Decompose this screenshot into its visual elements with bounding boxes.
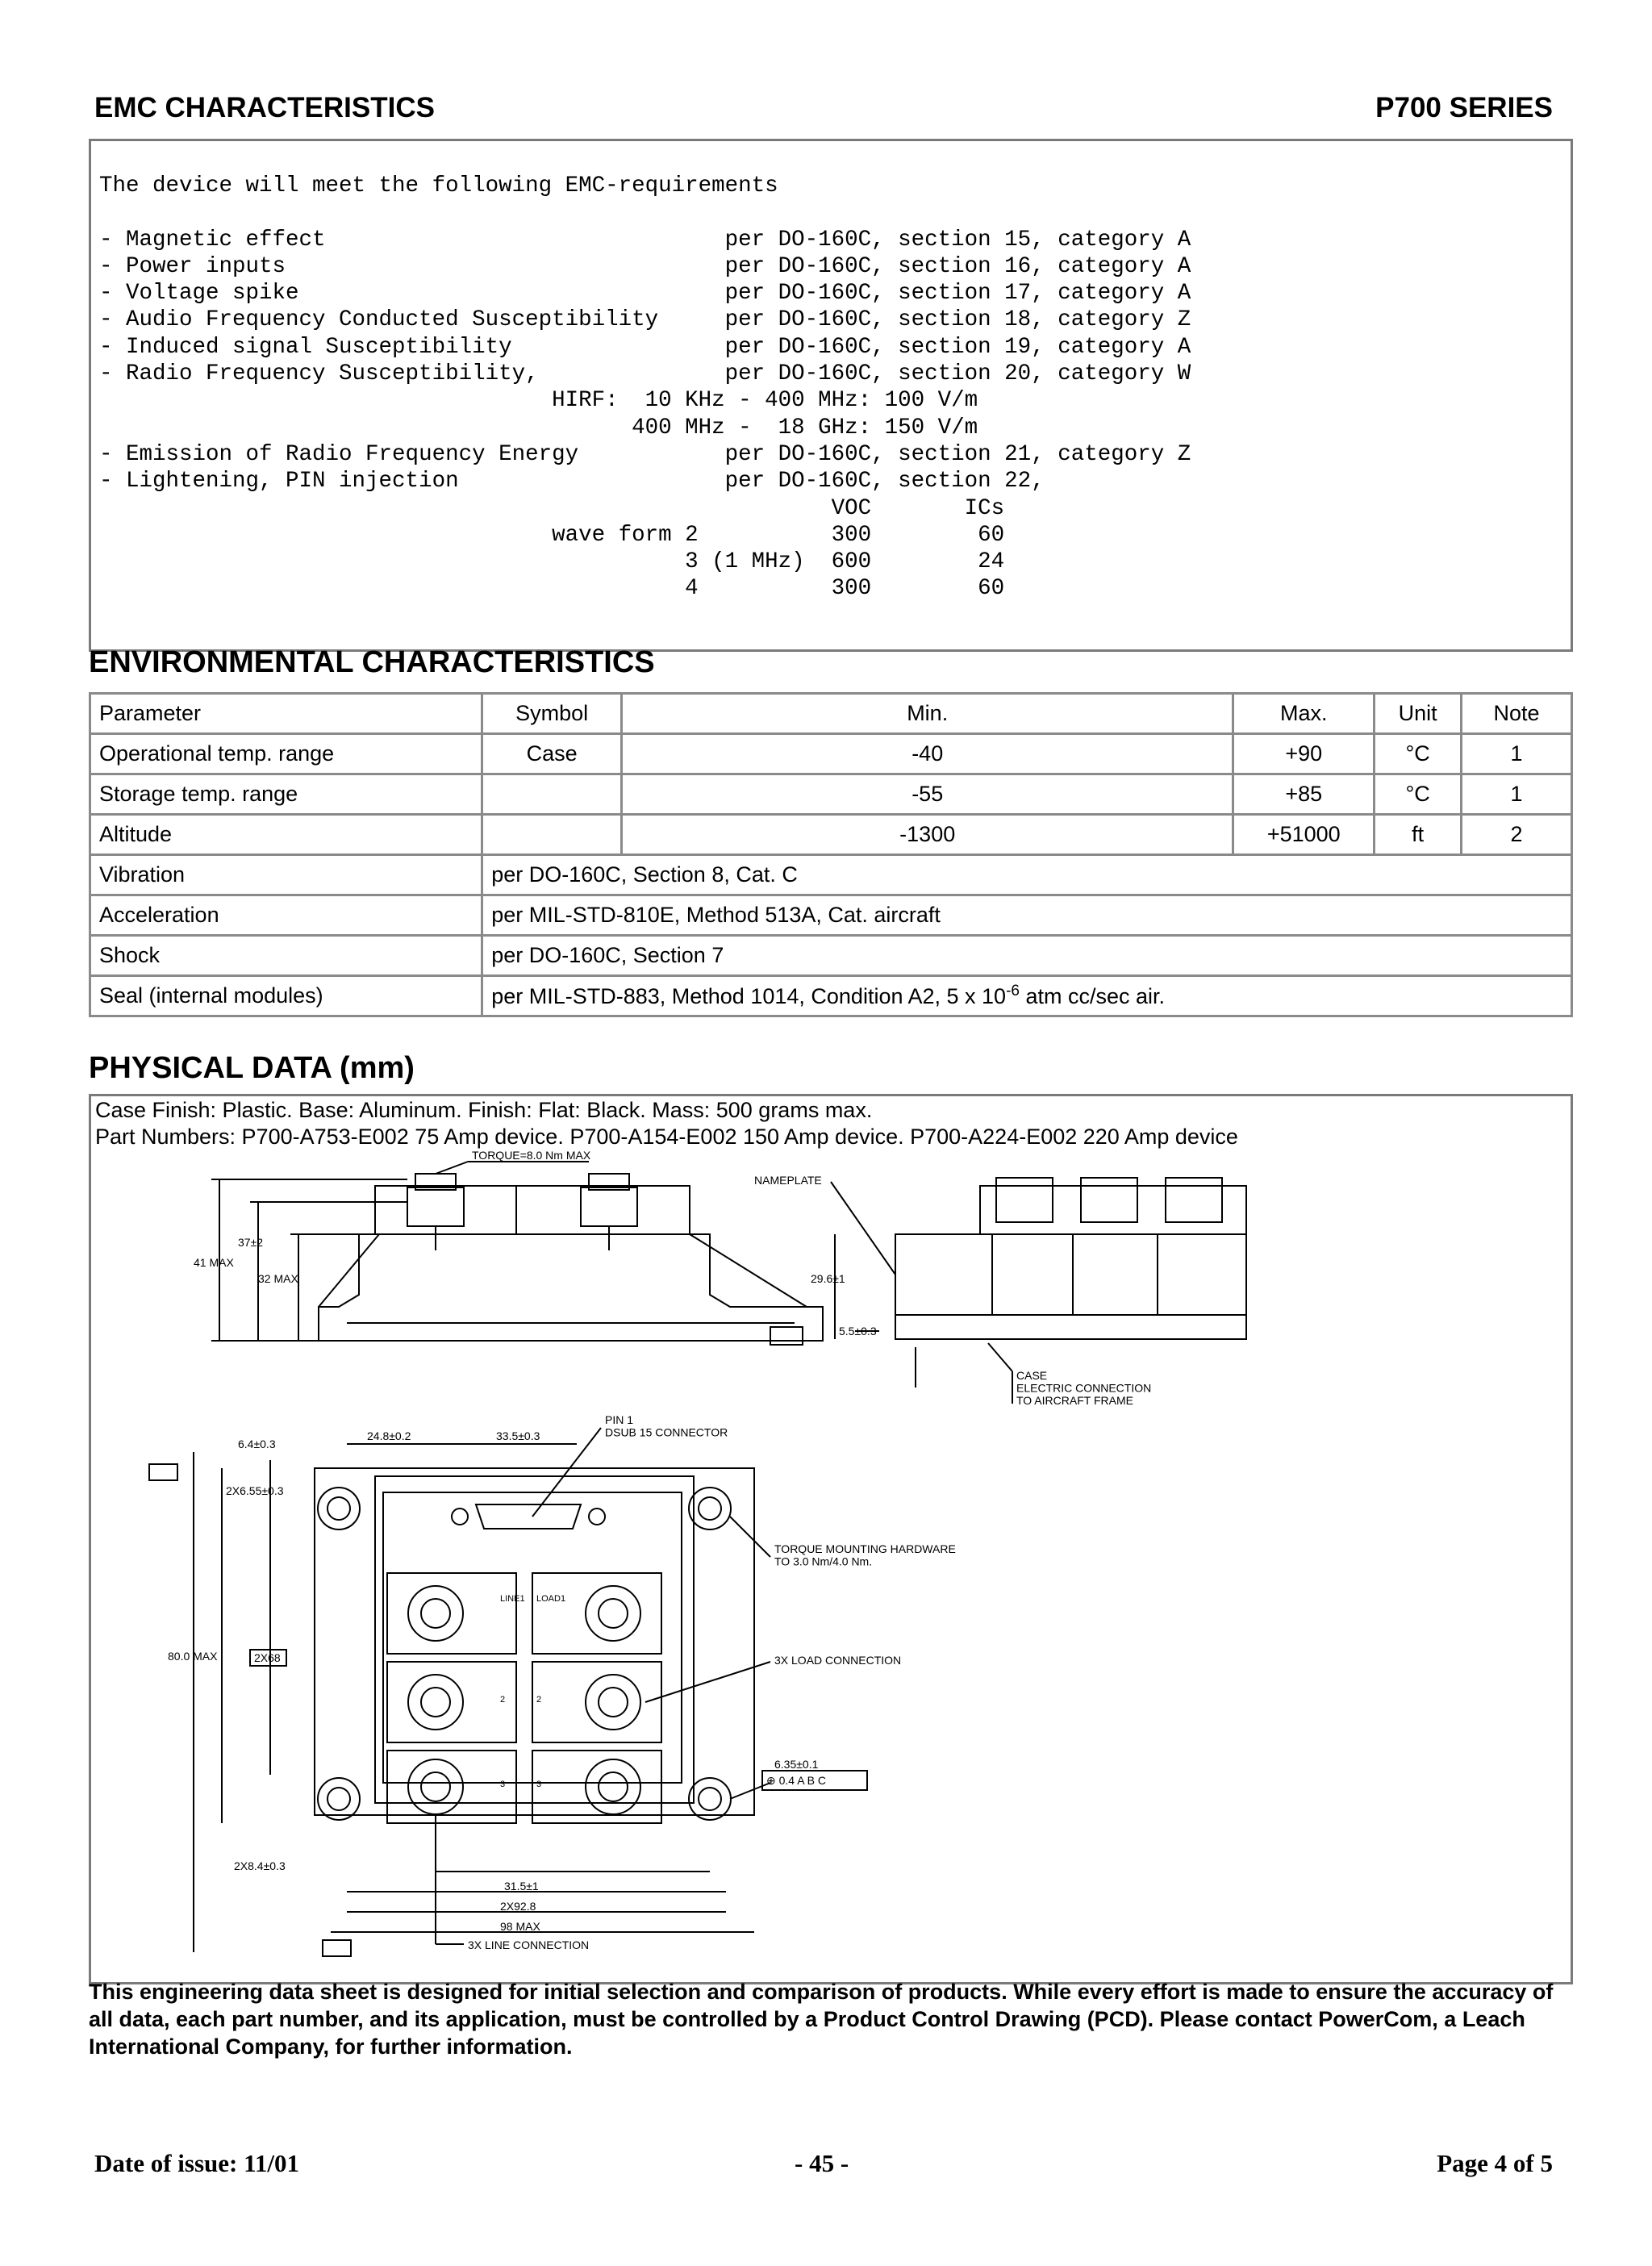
disclaimer-text: This engineering data sheet is designed for initial selection and comparison of products. While every effort is made to ensure the accuracy of all data, each part number, and its application, must be controlled by a Product Control Drawing (PCD). Please contact PowerCom, a Leach International Company, for further information. <box>89 1980 1554 2059</box>
cell-symbol: Case <box>482 734 622 774</box>
cell-spec: per DO-160C, Section 7 <box>482 936 1572 976</box>
section-title-emc: EMC CHARACTERISTICS <box>94 92 435 123</box>
footer-page-of: Page 4 of 5 <box>1437 2149 1553 2177</box>
terminal-label: LINE1 <box>500 1594 525 1604</box>
label-line: ELECTRIC CONNECTION <box>1016 1381 1152 1395</box>
dim-32-label: 32 MAX <box>258 1272 298 1285</box>
side-view-drawing <box>211 1162 823 1345</box>
header-unit: Unit <box>1375 694 1462 734</box>
header-symbol: Symbol <box>482 694 622 734</box>
top-view-drawing <box>149 1428 867 1956</box>
cell-spec: per DO-160C, Section 8, Cat. C <box>482 855 1572 895</box>
dim-37-label: 37±2 <box>238 1236 264 1249</box>
cell-note: 1 <box>1462 774 1572 815</box>
label-line: TORQUE MOUNTING HARDWARE <box>774 1542 956 1555</box>
terminal-label: LOAD1 <box>536 1594 566 1604</box>
nameplate-label: NAMEPLATE <box>754 1174 822 1187</box>
label-line: CASE <box>1016 1369 1048 1382</box>
footer-page-number: - 45 - <box>795 2149 849 2177</box>
dim-41-label: 41 MAX <box>194 1256 234 1269</box>
cell-min: -40 <box>622 734 1233 774</box>
footer-date: Date of issue: 11/01 <box>94 2149 300 2177</box>
cell-note: 1 <box>1462 734 1572 774</box>
feature-control-frame: ⊕ 0.4 A B C <box>766 1774 826 1787</box>
dim-2x80-label: 2X68 <box>254 1651 281 1664</box>
dim-29-label: 29.6±1 <box>811 1272 845 1285</box>
label-line: TO 3.0 Nm/4.0 Nm. <box>774 1554 873 1568</box>
seal-exponent: -6 <box>1006 983 1020 999</box>
emc-requirements-text: The device will meet the following EMC-requirements - Magnetic effect per DO-160C, section 15, category A - Power inputs per DO-160C, section 16, category A - Voltage spike per DO-160C, section 17, category A - Audio Frequency Conducted Susceptibility per DO-160C, section 18, category Z - Induced signal Susceptibility per DO-160C, section 19, category A - Radio Frequency Susceptibility, per DO-160C, section 20, category W HIRF: 10 KHz - 400 MHz: 100 V/m 400 MHz - 18 GHz: 150 V/m - Emission of Radio Frequency Energy per DO-160C, section 21, category Z - Lightening, PIN injection per DO-160C, section 22, VOC ICs wave form 2 300 60 3 (1 MHz) 600 24 4 300 60 <box>99 173 1191 602</box>
cell-spec: per MIL-STD-810E, Method 513A, Cat. aircraft <box>482 895 1572 936</box>
cell-max: +51000 <box>1233 815 1375 855</box>
seal-spec-unit: atm cc/sec air. <box>1019 984 1166 1008</box>
dim-2x56-label: 2X6.55±0.3 <box>226 1484 284 1497</box>
torque-label: TORQUE=8.0 Nm MAX <box>472 1149 591 1162</box>
case-note-text <box>1016 1369 1151 1407</box>
dim-2x84-label: 2X8.4±0.3 <box>234 1859 286 1872</box>
dim-80-label: 80.0 MAX <box>168 1650 218 1663</box>
series-title: P700 SERIES <box>1375 92 1553 123</box>
cell-parameter: Storage temp. range <box>90 774 482 815</box>
cell-parameter: Operational temp. range <box>90 734 482 774</box>
load-connection-label: 3X LOAD CONNECTION <box>774 1654 902 1667</box>
cell-parameter: Altitude <box>90 815 482 855</box>
dim-33-label: 33.5±0.3 <box>496 1429 540 1442</box>
terminal-label: 3 <box>500 1780 506 1789</box>
cell-note: 2 <box>1462 815 1572 855</box>
hole-dim-label: 6.35±0.1 <box>774 1758 819 1771</box>
dim-64-label: 6.4±0.3 <box>238 1438 276 1450</box>
cell-unit: °C <box>1375 734 1462 774</box>
dim-2x92-label: 2X92.8 <box>500 1900 536 1913</box>
cell-parameter: Seal (internal modules) <box>90 976 482 1016</box>
cell-max: +85 <box>1233 774 1375 815</box>
dim-24-label: 24.8±0.2 <box>367 1429 411 1442</box>
cell-unit: ft <box>1375 815 1462 855</box>
dim-98-label: 98 MAX <box>500 1920 540 1933</box>
cell-parameter: Vibration <box>90 855 482 895</box>
cell-parameter: Acceleration <box>90 895 482 936</box>
physical-finish-line: Case Finish: Plastic. Base: Aluminum. Finish: Flat: Black. Mass: 500 grams max. <box>95 1098 873 1122</box>
label-line: DSUB 15 CONNECTOR <box>605 1425 728 1439</box>
header-min: Min. <box>622 694 1233 734</box>
terminal-label: 3 <box>536 1780 542 1789</box>
case-note <box>1016 1369 1151 1407</box>
label-line: PIN 1 <box>605 1413 634 1426</box>
torque-mount-label <box>774 1542 956 1567</box>
cell-max: +90 <box>1233 734 1375 774</box>
cell-min: -1300 <box>622 815 1233 855</box>
cell-min: -55 <box>622 774 1233 815</box>
label-line: TO AIRCRAFT FRAME <box>1016 1393 1133 1407</box>
seal-spec-text: per MIL-STD-883, Method 1014, Condition A2, 5 x 10 <box>491 984 1007 1008</box>
physical-part-numbers: Part Numbers: P700-A753-E002 75 Amp device. P700-A154-E002 150 Amp device. P700-A224-E002 220 Amp device <box>95 1125 1238 1149</box>
header-max: Max. <box>1233 694 1375 734</box>
line-connection-label: 3X LINE CONNECTION <box>468 1938 590 1951</box>
section-title-physical: PHYSICAL DATA (mm) <box>89 1051 415 1085</box>
section-title-environmental: ENVIRONMENTAL CHARACTERISTICS <box>89 645 655 679</box>
pin1-label <box>605 1413 728 1438</box>
cell-unit: °C <box>1375 774 1462 815</box>
header-parameter: Parameter <box>90 694 482 734</box>
cell-parameter: Shock <box>90 936 482 976</box>
dim-31-label: 31.5±1 <box>504 1880 539 1893</box>
terminal-label: 2 <box>500 1695 506 1705</box>
terminal-label: 2 <box>536 1695 542 1705</box>
dim-5-label: 5.5±0.3 <box>839 1325 877 1337</box>
header-note: Note <box>1462 694 1572 734</box>
